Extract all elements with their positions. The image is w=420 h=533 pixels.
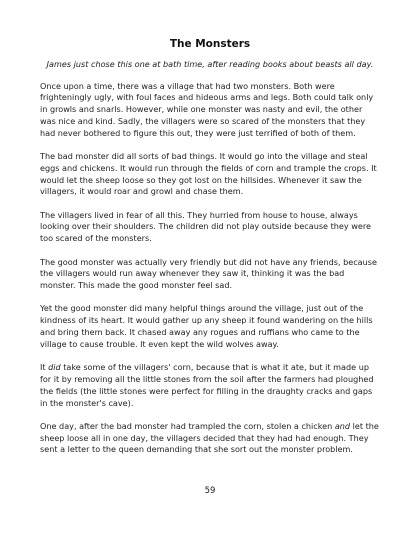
paragraph-text: Yet the good monster did many helpful things around the village, just out of the kindness of its heart. It would gather up any sheep it found wandering on the hills and bring them back. It chased away any rogues and ruffians who came to the village to cause trouble. It even kept the wild wolves away. xyxy=(40,303,373,349)
story-paragraph xyxy=(40,303,380,350)
emphasized-text: did xyxy=(48,362,61,373)
story-paragraph xyxy=(40,362,380,409)
story-body xyxy=(40,81,380,457)
paragraph-text: Once upon a time, there was a village that had two monsters. Both were frighteningly ugly, with foul faces and hideous arms and legs. Both could talk only in growls and snarls. However, while one monster was nasty and evil, the other was nice and kind. Sadly, the villagers were so scared of the monsters that they had never bothered to figure this out, they were just terrified of both of them. xyxy=(40,80,374,138)
story-paragraph xyxy=(40,81,380,140)
paragraph-text: The villagers lived in fear of all this. They hurried from house to house, always looking over their shoulders. The children did not play outside because they were too scared of the monsters. xyxy=(40,209,371,244)
page-number: 59 xyxy=(204,486,216,496)
emphasized-text: and xyxy=(334,420,351,431)
paragraph-text: The good monster was actually very friendly but did not have any friends, because the villagers would run away whenever they saw it, thinking it was the bad monster. This made the good monster feel sad. xyxy=(40,256,377,291)
paragraph-text: take some of the villagers' corn, because that is what it ate, but it made up for it by removing all the little stones from the soil after the farmers had ploughed the fields (the little stones were perfect for filling in the draughty cracks and gaps in the monster's cave). xyxy=(40,362,374,408)
paragraph-text: let the sheep loose all in one day, the villagers decided that they had had enough. They sent a letter to the queen demanding that she sort out the monster problem. xyxy=(40,420,379,455)
story-intro: James just chose this one at bath time, after reading books about beasts all day. xyxy=(46,59,374,69)
paragraph-text: It xyxy=(40,362,49,373)
story-paragraph xyxy=(40,151,380,198)
story-paragraph xyxy=(40,257,380,292)
story-paragraph xyxy=(40,421,380,456)
story-paragraph xyxy=(40,210,380,245)
paragraph-text: One day, after the bad monster had trampled the corn, stolen a chicken xyxy=(40,420,335,431)
story-title: The Monsters xyxy=(169,38,251,50)
paragraph-text: The bad monster did all sorts of bad things. It would go into the village and steal eggs and chickens. It would run through the fields of corn and trample the crops. It would let the sheep loose so they got lost on the hillsides. Whenever it saw the villagers, it would roar and growl and chase them. xyxy=(40,150,377,197)
